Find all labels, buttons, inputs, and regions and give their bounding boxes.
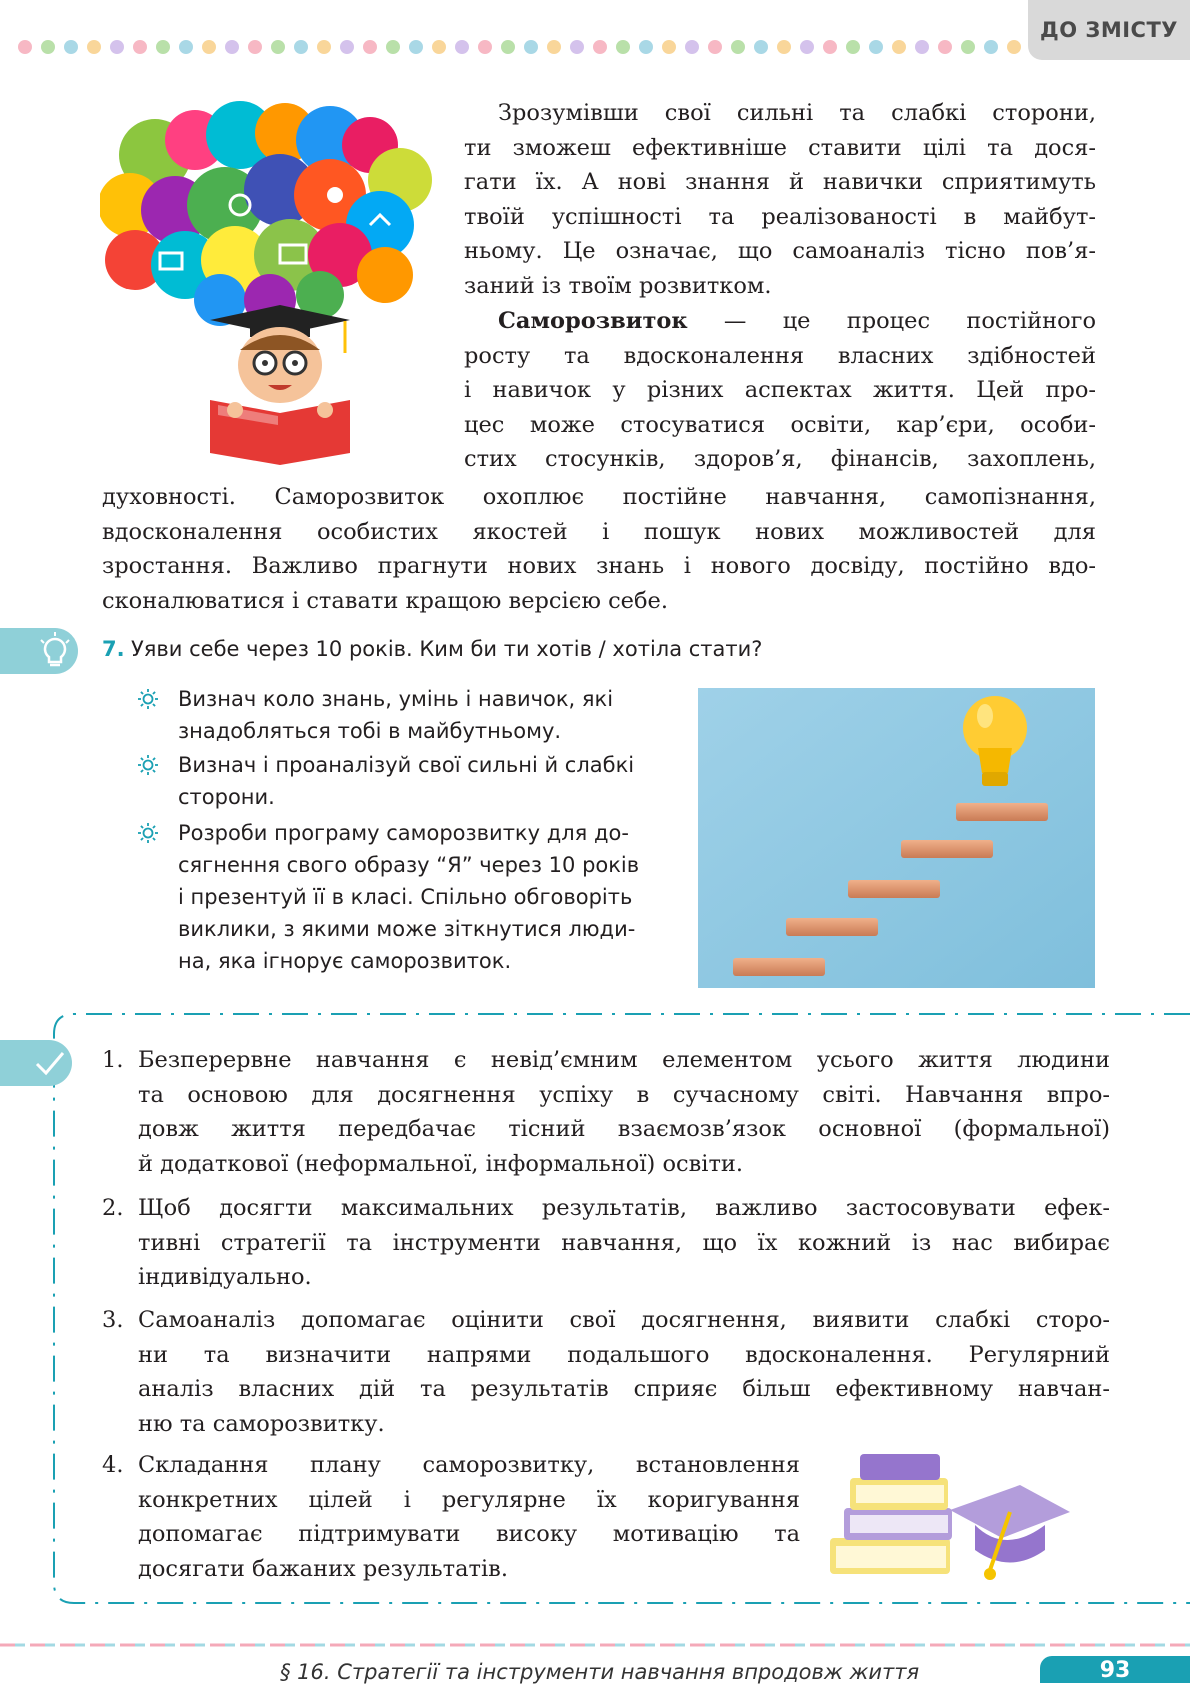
task-bullet-line: на, яка ігнорує саморозвиток. [178, 949, 512, 973]
summary-item-number: 2. [102, 1195, 124, 1221]
decorative-dot [731, 40, 745, 54]
decorative-dot [892, 40, 906, 54]
summary-line: тивні стратегії та інструменти навчання, що їх кожний із нас вибирає [138, 1229, 1110, 1256]
lightbulb-icon [36, 632, 74, 670]
decorative-dot-row [18, 40, 1028, 56]
summary-line: Складання плану саморозвитку, встановлення [138, 1452, 800, 1478]
table-of-contents-link[interactable] [1028, 0, 1190, 60]
summary-line: довж життя передбачає тісний взаємозв’язок основної (формальної) [138, 1116, 1110, 1142]
summary-line: ню та саморозвитку. [138, 1410, 385, 1437]
sun-bullet-icon [137, 688, 159, 710]
decorative-dot [363, 40, 377, 54]
decorative-dot [432, 40, 446, 54]
decorative-dot [156, 40, 170, 54]
task-bullet-line: і презентуй її в класі. Спільно обговоріть [178, 885, 633, 909]
decorative-dot [639, 40, 653, 54]
student-face [238, 327, 322, 403]
stairs-to-lightbulb-image [698, 688, 1095, 988]
task-bullet-line: сягнення свого образу “Я” через 10 років [178, 853, 640, 877]
decorative-dot [340, 40, 354, 54]
task-bullet-line: Розроби програму саморозвитку для до- [178, 821, 629, 845]
decorative-dot [202, 40, 216, 54]
decorative-dot [87, 40, 101, 54]
decorative-dot [754, 40, 768, 54]
task-number: 7. [102, 637, 125, 661]
decorative-dot [1007, 40, 1021, 54]
summary-item-text [138, 1448, 800, 1586]
definition-line: вдосконалення особистих якостей і пошук нових можливостей для [102, 518, 1096, 545]
student-ideas-illustration [100, 95, 460, 465]
footer-dashed-line [0, 1642, 1190, 1648]
definition-paragraph [464, 304, 1096, 477]
decorative-dot [777, 40, 791, 54]
decorative-dot [915, 40, 929, 54]
decorative-dot [616, 40, 630, 54]
summary-marker-tab [0, 1040, 72, 1086]
definition-line: стих стосунків, здоров’я, фінансів, захоплень, [464, 446, 1096, 472]
definition-line: цес може стосуватися освіти, кар’єри, особи- [464, 411, 1096, 438]
decorative-dot [984, 40, 998, 54]
definition-term: Саморозвиток [498, 308, 688, 334]
summary-item-text [138, 1191, 1110, 1295]
stacked-books [830, 1454, 952, 1574]
task-bullet-line: Визнач і проаналізуй свої сильні й слабкі [178, 753, 635, 777]
task-bullet-item [178, 683, 613, 747]
books-and-cap-image [830, 1450, 1070, 1600]
footer-chapter-title: § 16. Стратегії та інструменти навчання впродовж життя [280, 1660, 920, 1684]
decorative-dot [133, 40, 147, 54]
sun-bullet-icon [137, 822, 159, 844]
task-marker-tab [0, 628, 78, 674]
decorative-dot [41, 40, 55, 54]
definition-first-line [464, 304, 1096, 339]
definition-paragraph-continued [102, 480, 1096, 618]
decorative-dot [846, 40, 860, 54]
summary-item-text [138, 1303, 1110, 1441]
definition-first-line-text: — це процес постійного [687, 308, 1096, 334]
decorative-dot [570, 40, 584, 54]
decorative-dot [271, 40, 285, 54]
definition-line: сконалюватися і ставати кращою версією себе. [102, 587, 669, 614]
intro-paragraph [464, 96, 1096, 303]
task-bullet-item [178, 749, 634, 813]
summary-item-number: 1. [102, 1047, 124, 1073]
task-bullet-item [178, 817, 639, 977]
summary-line: аналіз власних дій та результатів сприяє більш ефективному навчан- [138, 1376, 1110, 1402]
task-bullet-line: знадобляться тобі в майбутньому. [178, 719, 562, 743]
decorative-dot [662, 40, 676, 54]
summary-line: ни та визначити напрями подальшого вдосконалення. Регулярний [138, 1341, 1110, 1368]
summary-item-number: 3. [102, 1307, 124, 1333]
decorative-dot [386, 40, 400, 54]
definition-line: духовності. Саморозвиток охоплює постійне навчання, самопізнання, [102, 484, 1096, 510]
decorative-dot [248, 40, 262, 54]
definition-line: росту та вдосконалення власних здібностей [464, 342, 1096, 369]
summary-line: індивідуально. [138, 1264, 312, 1290]
decorative-dot [110, 40, 124, 54]
decorative-dot [800, 40, 814, 54]
summary-line: Щоб досягти максимальних результатів, важливо застосовувати ефек- [138, 1195, 1110, 1221]
decorative-dot [317, 40, 331, 54]
definition-line: і навичок у різних аспектах життя. Цей про- [464, 377, 1096, 403]
open-book-icon [210, 400, 350, 465]
decorative-dot [524, 40, 538, 54]
decorative-dot [961, 40, 975, 54]
decorative-dot [455, 40, 469, 54]
summary-line: та основою для досягнення успіху в сучасному світі. Навчання впро- [138, 1081, 1110, 1108]
summary-line: Безперервне навчання є невід’ємним елементом усього життя людини [138, 1047, 1110, 1073]
intro-line: заний із твоїм розвитком. [464, 272, 772, 299]
graduation-cap-icon [950, 1485, 1070, 1580]
task-prompt: Уяви себе через 10 років. Ким би ти хотів / хотіла стати? [131, 637, 763, 661]
intro-line: гати їх. А нові знання й навички сприятимуть [464, 169, 1096, 195]
summary-line: й додаткової (неформальної, інформальної) освіти. [138, 1150, 744, 1177]
task-bullet-line: сторони. [178, 785, 275, 809]
checkmark-icon [34, 1048, 66, 1078]
decorative-dot [685, 40, 699, 54]
decorative-dot [501, 40, 515, 54]
definition-line: зростання. Важливо прагнути нових знань і нового досвіду, постійно вдо- [102, 553, 1096, 579]
task-bullet-line: виклики, з якими може зіткнутися люди- [178, 917, 636, 941]
decorative-dot [547, 40, 561, 54]
summary-item-text [138, 1043, 1110, 1181]
toc-label: ДО ЗМІСТУ [1040, 18, 1178, 42]
summary-line: конкретних цілей і регулярне їх коригування [138, 1486, 800, 1513]
intro-line: ти зможеш ефективніше ставити цілі та дося- [464, 134, 1096, 161]
decorative-dot [64, 40, 78, 54]
decorative-dot [294, 40, 308, 54]
ideas-cloud [100, 101, 432, 326]
summary-line: допомагає підтримувати високу мотивацію та [138, 1521, 800, 1547]
intro-line: Зрозумівши свої сильні та слабкі сторони, [498, 100, 1096, 126]
decorative-dot [869, 40, 883, 54]
decorative-dot [409, 40, 423, 54]
decorative-dot [708, 40, 722, 54]
page-number: 93 [1099, 1658, 1131, 1683]
decorative-dot [179, 40, 193, 54]
summary-item-number: 4. [102, 1452, 124, 1478]
summary-line: досягати бажаних результатів. [138, 1555, 508, 1582]
decorative-dot [938, 40, 952, 54]
decorative-dot [478, 40, 492, 54]
decorative-dot [593, 40, 607, 54]
intro-line: твоїй успішності та реалізованості в майбут- [464, 203, 1096, 230]
decorative-dot [823, 40, 837, 54]
task-bullet-line: Визнач коло знань, умінь і навичок, які [178, 687, 614, 711]
summary-line: Самоаналіз допомагає оцінити свої досягнення, виявити слабкі сторо- [138, 1307, 1110, 1333]
decorative-dot [225, 40, 239, 54]
intro-line: ньому. Це означає, що самоаналіз тісно пов’я- [464, 238, 1096, 264]
decorative-dot [18, 40, 32, 54]
sun-bullet-icon [137, 754, 159, 776]
